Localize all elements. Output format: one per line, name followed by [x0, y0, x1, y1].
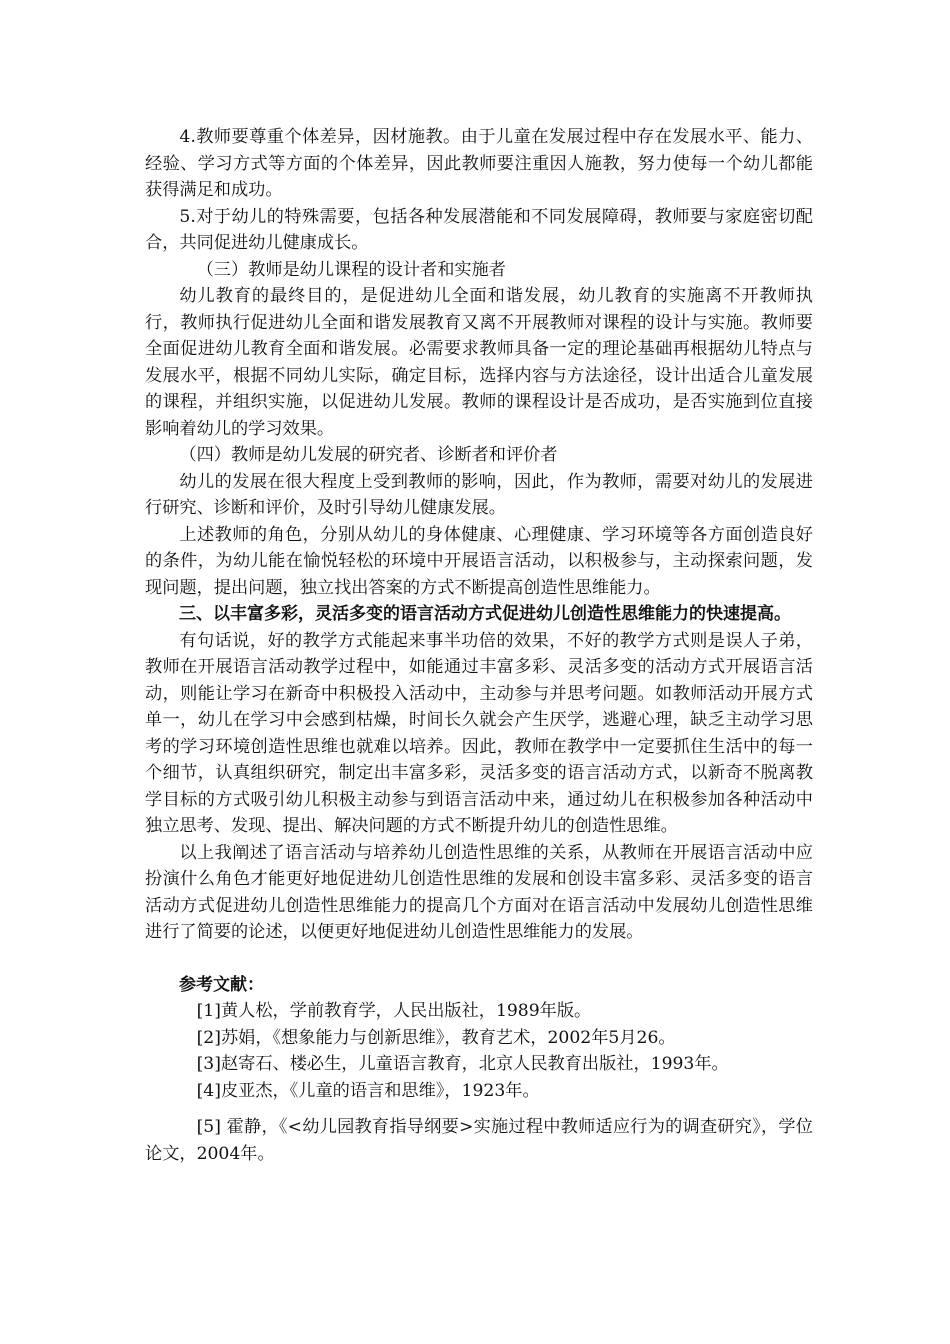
section-heading-part3: 三、以丰富多彩，灵活多变的语言活动方式促进幼儿创造性思维能力的快速提高。: [179, 604, 791, 624]
paragraph-development: 幼儿的发展在很大程度上受到教师的影响，因此，作为教师，需要对幼儿的发展进行研究、诊断和评价，及时引导幼儿健康发展。: [145, 471, 813, 518]
reference-item: [2]苏娟，《想象能力与创新思维》，教育艺术，2002年5月26。: [196, 1027, 676, 1048]
paragraph-teaching-methods: 有句话说，好的教学方式能起来事半功倍的效果，不好的教学方式则是误人子弟，教师在开展语言活动教学过程中，如能通过丰富多彩、灵活多变的活动方式开展语言活动，则能让学习在新奇中积极投入活动中，主动参与并思考问题。如教师活动开展方式单一，幼儿在学习中会感到枯燥，时间长久就会产生厌学，逃避心理，缺乏主动学习思考的学习环境创造性思维也就难以培养。因此，教师在教学中一定要抓住生活中的每一个细节，认真组织研究，制定出丰富多彩，灵活多变的语言活动方式，以新奇不脱离教学目标的方式吸引幼儿积极主动参与到语言活动中来，通过幼儿在积极参加各种活动中独立思考、发现、提出、解决问题的方式不断提升幼儿的创造性思维。: [145, 630, 813, 836]
reference-item: [5] 霍静，《<幼儿园教育指导纲要>实施过程中教师适应行为的调查研究》，学位论文，2004年。: [145, 1117, 813, 1164]
section-heading-4: （四）教师是幼儿发展的研究者、诊断者和评价者: [179, 445, 558, 465]
paragraph-curriculum: 幼儿教育的最终目的，是促进幼儿全面和谐发展，幼儿教育的实施离不开教师执行，教师执行促进幼儿全面和谐发展教育又离不开展教师对课程的设计与实施。教师要全面促进幼儿教育全面和谐发展。必需要求教师具备一定的理论基础再根据幼儿特点与发展水平，根据不同幼儿实际，确定目标，选择内容与方法途径，设计出适合儿童发展的课程，并组织实施，以促进幼儿发展。教师的课程设计是否成功，是否实施到位直接影响着幼儿的学习效果。: [145, 286, 813, 439]
paragraph-item-4: 4.教师要尊重个体差异，因材施教。由于儿童在发展过程中存在发展水平、能力、经验、学习方式等方面的个体差异，因此教师要注重因人施教，努力使每一个幼儿都能获得满足和成功。: [145, 127, 813, 200]
reference-item: [3]赵寄石、楼必生，儿童语言教育，北京人民教育出版社，1993年。: [196, 1054, 729, 1074]
references-title: 参考文献：: [179, 974, 264, 995]
paragraph-conclusion: 以上我阐述了语言活动与培养幼儿创造性思维的关系，从教师在开展语言活动中应扮演什么角色才能更好地促进幼儿创造性思维的发展和创设丰富多彩、灵活多变的语言活动方式促进幼儿创造性思维能力的提高几个方面对在语言活动中发展幼儿创造性思维进行了简要的论述，以便更好地促进幼儿创造性思维能力的发展。: [145, 842, 813, 942]
document-page: [145, 124, 813, 1167]
paragraph-item-5: 5.对于幼儿的特殊需要，包括各种发展潜能和不同发展障碍，教师要与家庭密切配合，共同促进幼儿健康成长。: [145, 206, 813, 253]
paragraph-roles-summary: 上述教师的角色，分别从幼儿的身体健康、心理健康、学习环境等各方面创造良好的条件，为幼儿能在愉悦轻松的环境中开展语言活动，以积极参与，主动探索问题，发现问题，提出问题，独立找出答案的方式不断提高创造性思维能力。: [145, 524, 813, 598]
section-heading-3: （三）教师是幼儿课程的设计者和实施者: [196, 259, 506, 280]
reference-item: [4]皮亚杰，《儿童的语言和思维》，1923年。: [196, 1080, 540, 1101]
reference-item: [1]黄人松，学前教育学，人民出版社，1989年版。: [196, 1001, 592, 1021]
